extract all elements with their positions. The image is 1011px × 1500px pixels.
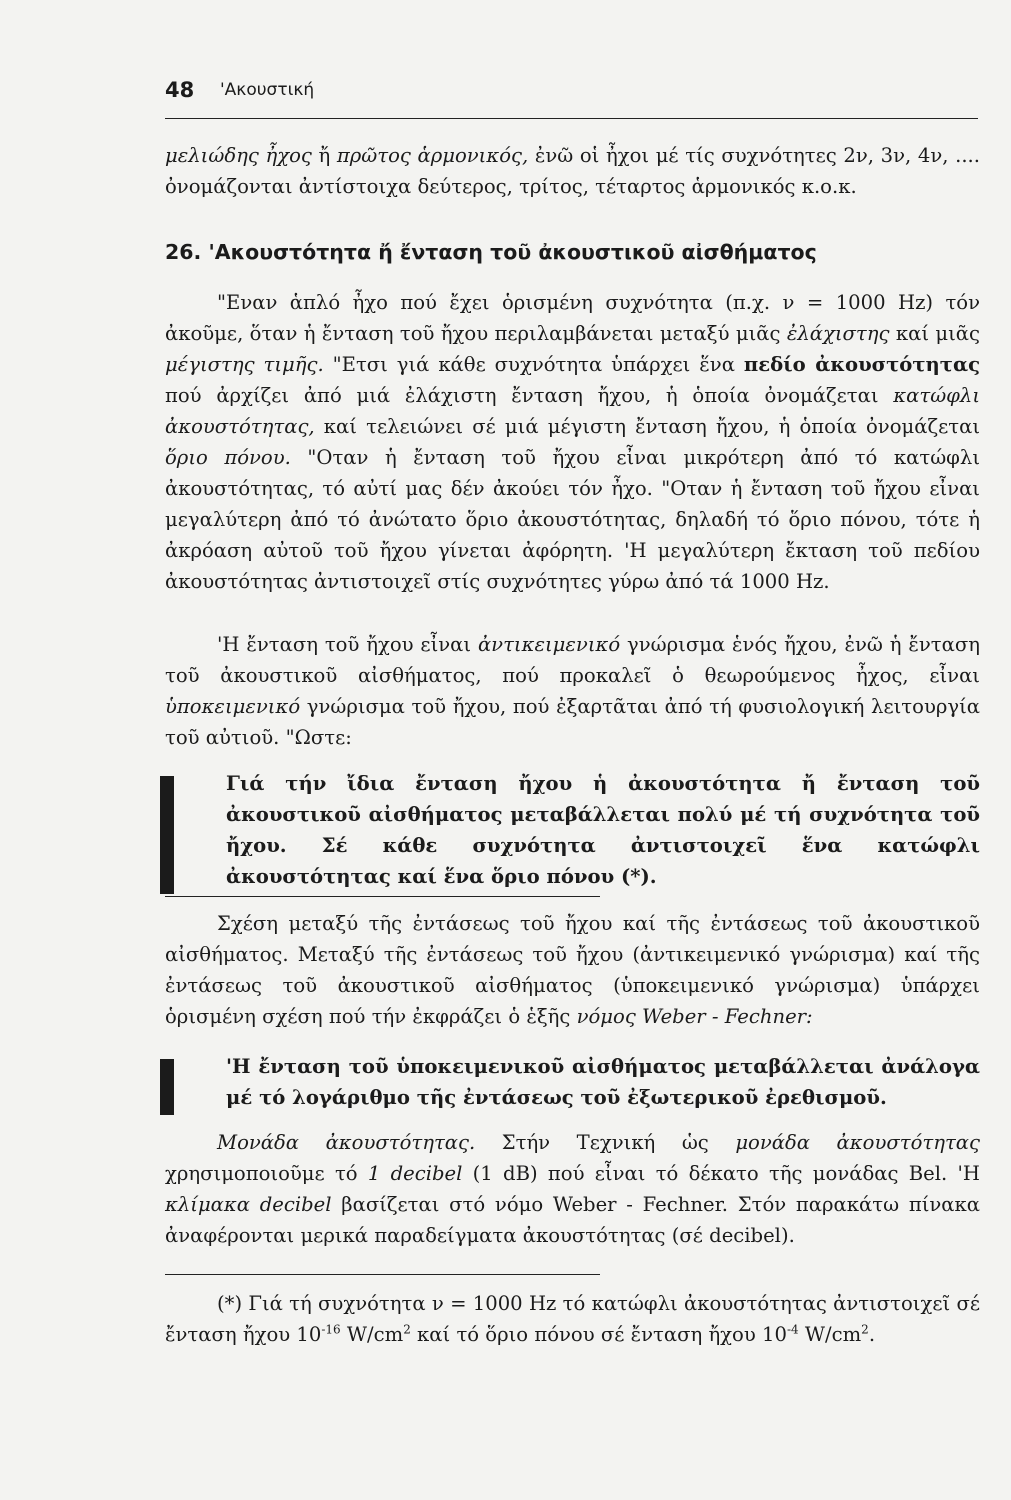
highlight-bar [160, 776, 174, 894]
footnote: (*) Γιά τή συχνότητα ν = 1000 Hz τό κατώφλι ἀκουστότητας ἀντιστοιχεῖ σέ ἔνταση ἤχου $10^{-16}$ $W/cm^2$ καί τό ὅριο πόνου σέ ἔνταση ἤχου $10^{-4}$ $W/cm^2$. [165, 1292, 980, 1346]
footnote-divider [165, 1274, 600, 1275]
section-title: 26. 'Ακουστότητα ἤ ἔνταση τοῦ ἀκουστικοῦ αἰσθήματος [165, 240, 817, 264]
page-header [165, 78, 978, 119]
highlight-bar [160, 1059, 174, 1115]
intro-term-1: μελιώδης ἦχος [165, 144, 312, 167]
rule-2-text: 'Η ἔνταση τοῦ ὑποκειμενικοῦ αἰσθήματος μεταβάλλεται ἀνάλογα μέ τό λογάριθμο τῆς ἐντάσεως τοῦ ἐξωτερικοῦ ἐρεθισμοῦ. [226, 1055, 980, 1109]
paragraph-decibel: Μονάδα ἀκουστότητας. Στήν Τεχνική ὡς μονάδα ἀκουστότητας χρησιμοποιοῦμε τό 1 decibel (1 dB) πού εἶναι τό δέκατο τῆς μονάδας Bel. 'Η κλίμακα decibel βασίζεται στό νόμο Weber - Fechner. Στόν παρακάτω πίνακα ἀναφέρονται μερικά παραδείγματα ἀκουστότητας (σέ decibel). [165, 1131, 980, 1247]
intro-paragraph: μελιώδης ἦχος ἤ πρῶτος ἁρμονικός, ἐνῶ οἱ ἦχοι μέ τίς συχνότητες 2ν, 3ν, 4ν, .... ὀνομάζονται ἀντίστοιχα δεύτερος, τρίτος, τέταρτος ἁρμονικός κ.ο.κ. [165, 144, 980, 198]
divider [165, 896, 600, 897]
intro-term-2: πρῶτος ἁρμονικός, [336, 144, 529, 167]
paragraph-weber-fechner: Σχέση μεταξύ τῆς ἐντάσεως τοῦ ἤχου καί τῆς ἐντάσεως τοῦ ἀκουστικοῦ αἰσθήματος. Μεταξύ τῆς ἐντάσεως τοῦ ἤχου (ἀντικειμενικό γνώρισμα) καί τῆς ἐντάσεως τοῦ ἀκουστικοῦ αἰσθήματος (ὑποκειμενικό γνώρισμα) ὑπάρχει ὁρισμένη σχέση πού τήν ἐκφράζει ὁ ἑξῆς νόμος Weber - Fechner: [165, 912, 980, 1028]
paragraph-objective-subjective: 'Η ἔνταση τοῦ ἤχου εἶναι ἀντικειμενικό γνώρισμα ἑνός ἤχου, ἐνῶ ἡ ἔνταση τοῦ ἀκουστικοῦ αἰσθήματος, πού προκαλεῖ ὁ θεωρούμενος ἦχος, εἶναι ὑποκειμενικό γνώρισμα τοῦ ἤχου, πού ἐξαρτᾶται ἀπό τή φυσιολογική λειτουργία τοῦ αὐτιοῦ. "Ωστε: [165, 633, 980, 749]
highlight-box-rule-2 [160, 1051, 980, 1113]
highlight-box-rule-1 [160, 768, 980, 892]
term-hearing-field: πεδίο ἀκουστότητας [743, 353, 980, 376]
running-head: 'Ακουστική [220, 80, 315, 100]
term-pain-limit: ὅριο πόνου. [165, 446, 291, 469]
term-threshold: κατώφλι ἀκουστότητας, [165, 384, 980, 438]
rule-1-text: Γιά τήν ἴδια ἔνταση ἤχου ἡ ἀκουστότητα ἤ ἔνταση τοῦ ἀκουστικοῦ αἰσθήματος μεταβάλλεται πολύ μέ τή συχνότητα τοῦ ἤχου. Σέ κάθε συχνότητα ἀντιστοιχεῖ ἕνα κατώφλι ἀκουστότητας καί ἕνα ὅριο πόνου (*). [226, 772, 980, 888]
term-unit: Μονάδα ἀκουστότητας. [217, 1131, 476, 1154]
paragraph-hearing-range: "Εναν ἁπλό ἦχο πού ἔχει ὁρισμένη συχνότητα (π.χ. ν = 1000 Hz) τόν ἀκοῦμε, ὅταν ἡ ἔνταση τοῦ ἤχου περιλαμβάνεται μεταξύ μιᾶς ἐλάχιστης καί μιᾶς μέγιστης τιμῆς. "Ετσι γιά κάθε συχνότητα ὑπάρχει ἕνα πεδίο ἀκουστότητας πού ἀρχίζει ἀπό μιά ἐλάχιστη ἔνταση ἤχου, ἡ ὁποία ὀνομάζεται κατώφλι ἀκουστότητας, καί τελειώνει σέ μιά μέγιστη ἔνταση ἤχου, ἡ ὁποία ὀνομάζεται ὅριο πόνου. "Οταν ἡ ἔνταση τοῦ ἤχου εἶναι μικρότερη ἀπό τό κατώφλι ἀκουστότητας, τό αὐτί μας δέν ἀκούει τόν ἦχο. "Οταν ἡ ἔνταση τοῦ ἤχου εἶναι μεγαλύτερη ἀπό τό ἀνώτατο ὅριο ἀκουστότητας, δηλαδή τό ὅριο πόνου, τότε ἡ ἀκρόαση αὐτοῦ τοῦ ἤχου γίνεται ἀφόρητη. 'Η μεγαλύτερη ἔκταση τοῦ πεδίου ἀκουστότητας ἀντιστοιχεῖ στίς συχνότητες γύρω ἀπό τά 1000 Hz. [165, 291, 980, 593]
page-number: 48 [165, 78, 195, 102]
term-weber-fechner-law: νόμος Weber - Fechner: [576, 1005, 813, 1028]
